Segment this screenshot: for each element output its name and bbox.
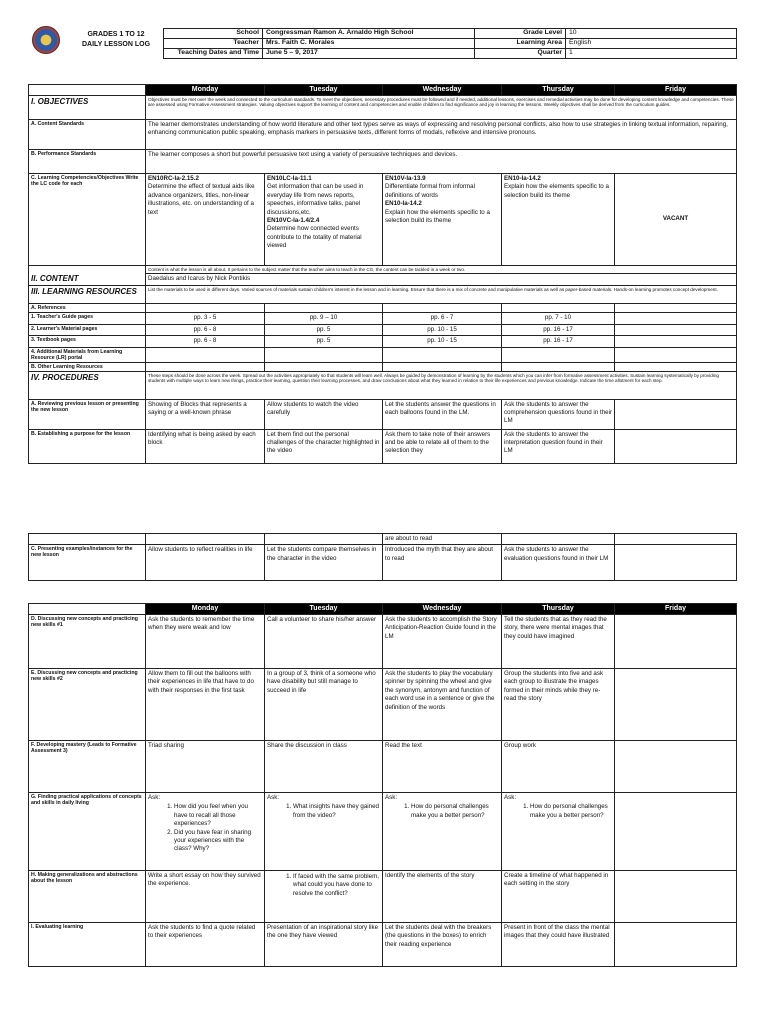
- lm-pages-thursday: pp. 16 - 17: [502, 324, 615, 335]
- competency-friday-vacant: VACANT: [615, 174, 737, 266]
- proc-g-tuesday: Ask: 1. What insights have they gained from the video?: [265, 793, 383, 871]
- proc-a-monday: Showing of Blocks that represents a saying or a well-known phrase: [146, 399, 265, 429]
- form-title-line1: GRADES 1 TO 12: [87, 31, 145, 38]
- lm-pages-friday: [615, 324, 737, 335]
- content-note: Content is what the lesson is all about. It pertains to the subject matter that the teacher aims to teach in the CG, the content can be tackled in a week or two.: [146, 266, 737, 274]
- teacher-value: Mrs. Faith C. Morales: [263, 39, 475, 49]
- proc-e-label: E. Discussing new concepts and practicing new skills #2: [29, 669, 146, 741]
- proc-c-friday: [615, 545, 737, 581]
- proc-c-tuesday: Let the students compare themselves in the character in the video: [265, 545, 383, 581]
- school-value: Congressman Ramon A. Arnaldo High School: [263, 29, 475, 39]
- content-title: II. CONTENT: [29, 266, 146, 286]
- textbook-pages-label: 3. Textbook pages: [29, 336, 146, 347]
- day-header-row: [29, 85, 737, 96]
- proc-h-label: H. Making generalizations and abstractions about the lesson: [29, 871, 146, 923]
- proc-g-monday: Ask: 1. How did you feel when you have to recall all those experiences? 2. Did you have fear in sharing your experiences with the class? Why?: [146, 793, 265, 871]
- proc-i-friday: [615, 923, 737, 967]
- procedures-title: IV. PROCEDURES: [29, 371, 146, 399]
- proc-b-monday: Identifying what is being asked by each block: [146, 429, 265, 463]
- form-title-line2: DAILY LESSON LOG: [81, 41, 151, 48]
- quarter-label: Quarter: [475, 49, 566, 59]
- proc-g-thursday: Ask: 1. How do personal challenges make you a better person?: [502, 793, 615, 871]
- textbook-pages-monday: pp. 6 - 8: [146, 336, 265, 347]
- proc-i-thursday: Present in front of the class the mental images that they could have illustrated: [502, 923, 615, 967]
- tg-pages-monday: pp. 3 - 5: [146, 313, 265, 324]
- performance-standards-value: The learner composes a short but powerful persuasive text using a variety of persuasive techniques and devices.: [146, 150, 737, 174]
- textbook-pages-friday: [615, 336, 737, 347]
- day-wednesday-p2: Wednesday: [383, 604, 502, 615]
- competency-tuesday: EN10LC-Ia-11.1 Get information that can be used in everyday life from news reports, speeches, informative talks, panel discussions,etc. EN10VC-Ia-1.4/2.4 Determine how connected events contribute to the totality of material viewed: [265, 174, 383, 266]
- proc-e-monday: Allow them to fill out the balloons with their experiences in life that have to do with their responses in the first task: [146, 669, 265, 741]
- objectives-note: Objectives must be met over the week and connected to the curriculum standards. To meet the objectives, necessary procedures must be followed and if needed, additional lessons, exercises and remedial activities may be done for developing content knowledge and competencies. These are assessed using Formative Assessment strategies. Valuing objectives support the learning of content and competencies and enable children to find significance and joy in learning the lessons. Weekly objectives shall be derived from the curriculum guides.: [146, 96, 737, 120]
- proc-b-label: B. Establishing a purpose for the lesson: [29, 429, 146, 463]
- competency-monday: EN10RC-Ia-2.15.2 Determine the effect of textual aids like advance organizers, titles, non-linear illustrations, etc. on understanding of a text: [146, 174, 265, 266]
- proc-c-wednesday: Introduced the myth that they are about to read: [383, 545, 502, 581]
- textbook-pages-wednesday: pp. 10 - 15: [383, 336, 502, 347]
- proc-f-label: F. Developing mastery (Leads to Formative Assessment 3): [29, 741, 146, 793]
- day-monday-p2: Monday: [146, 604, 265, 615]
- proc-d-thursday: Tell the students that as they read the story, there were mental images that they could have imagined: [502, 615, 615, 669]
- textbook-pages-tuesday: pp. 5: [265, 336, 383, 347]
- day-header-row-page2: [29, 604, 737, 615]
- other-resources-label: B. Other Learning Resources: [29, 362, 146, 371]
- proc-h-wednesday: Identify the elements of the story: [383, 871, 502, 923]
- deped-seal-logo: [32, 26, 60, 54]
- proc-g-wednesday: Ask: 1. How do personal challenges make you a better person?: [383, 793, 502, 871]
- proc-b-thursday: Ask the students to answer the interpretation question found in their LM: [502, 429, 615, 463]
- day-friday: Friday: [615, 85, 737, 96]
- lesson-log-table-page2: [28, 603, 737, 967]
- proc-i-tuesday: Presentation of an inspirational story like the one they have viewed: [265, 923, 383, 967]
- area-label: Learning Area: [475, 39, 566, 49]
- day-wednesday: Wednesday: [383, 85, 502, 96]
- proc-h-friday: [615, 871, 737, 923]
- proc-f-thursday: Group work: [502, 741, 615, 793]
- school-label: School: [164, 29, 263, 39]
- proc-b-wednesday-continued: are about to read: [383, 534, 502, 545]
- proc-e-thursday: Group the students into five and ask each group to illustrate the images formed in their minds while they re-read the story: [502, 669, 615, 741]
- tg-pages-wednesday: pp. 6 - 7: [383, 313, 502, 324]
- lm-pages-monday: pp. 6 - 8: [146, 324, 265, 335]
- objectives-title: I. OBJECTIVES: [29, 96, 146, 120]
- dates-value: June 5 – 9, 2017: [263, 49, 475, 59]
- day-friday-p2: Friday: [615, 604, 737, 615]
- competency-wednesday: EN10V-Ia-13.9 Differentiate formal from informal definitions of words EN10-Ia-14.2 Explain how the elements specific to a selection build its theme: [383, 174, 502, 266]
- proc-c-monday: Allow students to reflect realities in life: [146, 545, 265, 581]
- additional-materials-label: 4. Additional Materials from Learning Resource (LR) portal: [29, 347, 146, 362]
- day-thursday: Thursday: [502, 85, 615, 96]
- proc-g-label: G. Finding practical applications of concepts and skills in daily living: [29, 793, 146, 871]
- proc-i-wednesday: Let the students deal with the breakers (the questions in the boxes) to enrich their reading experience: [383, 923, 502, 967]
- proc-f-friday: [615, 741, 737, 793]
- proc-b-wednesday: Ask them to take note of their answers and be able to relate all of them to the selection they: [383, 429, 502, 463]
- proc-h-monday: Write a short essay on how they survived the experience.: [146, 871, 265, 923]
- proc-a-friday: [615, 399, 737, 429]
- resources-note: List the materials to be used in different days. Varied sources of materials sustain children's interest in the lesson and in learning. Ensure that there is a mix of concrete and manipulative materials as well as paper-based materials. Hands-on learning promotes concept development.: [146, 286, 737, 304]
- proc-c-label: C. Presenting examples/instances for the new lesson: [29, 545, 146, 581]
- textbook-pages-thursday: pp. 16 - 17: [502, 336, 615, 347]
- form-title: [72, 30, 160, 50]
- proc-h-tuesday: 1. If faced with the same problem, what could you have done to resolve the conflict?: [265, 871, 383, 923]
- proc-d-monday: Ask the students to remember the time when they were weak and low: [146, 615, 265, 669]
- proc-d-tuesday: Call a volunteer to share his/her answer: [265, 615, 383, 669]
- lm-pages-wednesday: pp. 10 - 15: [383, 324, 502, 335]
- proc-g-friday: [615, 793, 737, 871]
- proc-d-friday: [615, 615, 737, 669]
- proc-e-wednesday: Ask the students to play the vocabulary spinner by spinning the wheel and give the synonym, antonym and function of each word use in a sentence or give the definition of the words: [383, 669, 502, 741]
- proc-d-label: D. Discussing new concepts and practicing new skills #1: [29, 615, 146, 669]
- lm-pages-tuesday: pp. 5: [265, 324, 383, 335]
- proc-a-thursday: Ask the students to answer the comprehension questions found in their LM: [502, 399, 615, 429]
- competency-thursday: EN10-Ia-14.2 Explain how the elements specific to a selection build its theme: [502, 174, 615, 266]
- day-thursday-p2: Thursday: [502, 604, 615, 615]
- proc-f-monday: Triad sharing: [146, 741, 265, 793]
- continuation-table: [28, 533, 737, 581]
- day-monday: Monday: [146, 85, 265, 96]
- lesson-log-table-page1: [28, 84, 737, 464]
- tg-pages-label: 1. Teacher's Guide pages: [29, 313, 146, 324]
- day-tuesday: Tuesday: [265, 85, 383, 96]
- tg-pages-thursday: pp. 7 - 10: [502, 313, 615, 324]
- procedures-note: These steps should be done across the week. Spread out the activities appropriately so that students will learn well. Always be guided by demonstration of learning by the students which you can infer from formative assessment activities. Sustain learning systematically by providing students with multiple ways to learn new things, practice their learning, question their learning processes, and draw conclusions about what they learned in relation to their life experiences and previous knowledge. Indicate the time allotment for each step.: [146, 371, 737, 399]
- proc-f-wednesday: Read the text: [383, 741, 502, 793]
- tg-pages-tuesday: pp. 9 – 10: [265, 313, 383, 324]
- tg-pages-friday: [615, 313, 737, 324]
- proc-e-friday: [615, 669, 737, 741]
- proc-b-friday: [615, 429, 737, 463]
- content-standards-label: A. Content Standards: [29, 120, 146, 150]
- lm-pages-label: 2. Learner's Material pages: [29, 324, 146, 335]
- resources-title: III. LEARNING RESOURCES: [29, 286, 146, 304]
- proc-b-tuesday: Let them find out the personal challenges of the character highlighted in the video: [265, 429, 383, 463]
- proc-d-wednesday: Ask the students to accomplish the Story Anticipation-Reaction Guide found in the LM: [383, 615, 502, 669]
- proc-e-tuesday: In a group of 3, think of a someone who have disability but still manage to succeed in life: [265, 669, 383, 741]
- content-value: Daedalus and Icarus by Nick Pontikis: [146, 274, 737, 286]
- dates-label: Teaching Dates and Time: [164, 49, 263, 59]
- proc-a-tuesday: Allow students to watch the video carefully: [265, 399, 383, 429]
- proc-h-thursday: Create a timeline of what happened in each setting in the story: [502, 871, 615, 923]
- proc-c-thursday: Ask the students to answer the evaluation questions found in their LM: [502, 545, 615, 581]
- content-standards-value: The learner demonstrates understanding of how world literature and other text types serve as ways of expressing and resolving personal conflicts, also how to use strategies in linking textual information, repairing, enhancing communication public speaking, emphasis markers in persuasive texts, different forms of modals, reflexive and intensive pronouns.: [146, 120, 737, 150]
- performance-standards-label: B. Performance Standards: [29, 150, 146, 174]
- area-value: English: [566, 39, 737, 49]
- proc-f-tuesday: Share the discussion in class: [265, 741, 383, 793]
- proc-a-wednesday: Let the students answer the questions in each balloons found in the LM.: [383, 399, 502, 429]
- header-info-table: [163, 28, 737, 59]
- proc-a-label: A. Reviewing previous lesson or presenting the new lesson: [29, 399, 146, 429]
- grade-value: 10: [566, 29, 737, 39]
- quarter-value: 1: [566, 49, 737, 59]
- competencies-label: C. Learning Competencies/Objectives Write the LC code for each: [29, 174, 146, 266]
- day-tuesday-p2: Tuesday: [265, 604, 383, 615]
- teacher-label: Teacher: [164, 39, 263, 49]
- grade-label: Grade Level: [475, 29, 566, 39]
- proc-i-label: I. Evaluating learning: [29, 923, 146, 967]
- proc-i-monday: Ask the students to find a quote related to their experiences: [146, 923, 265, 967]
- references-label: A. References: [29, 304, 146, 313]
